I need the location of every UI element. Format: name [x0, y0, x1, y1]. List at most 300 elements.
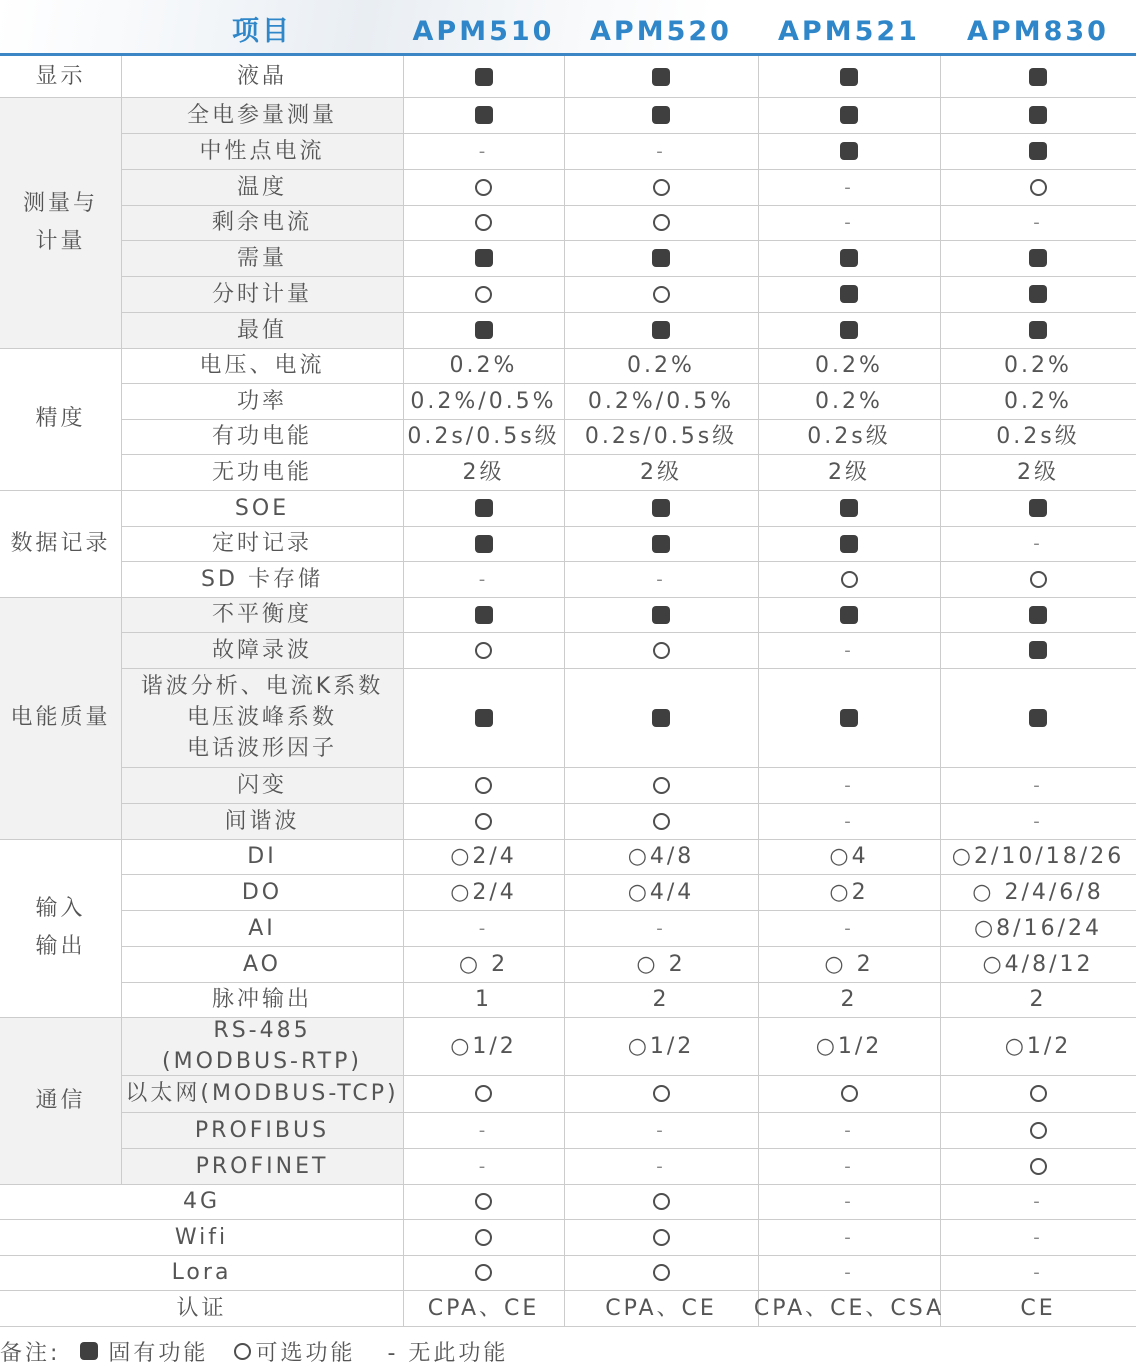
value-text: ○1/2: [627, 1033, 695, 1059]
value-text: 0.2%: [627, 353, 695, 378]
not-available-dash: -: [656, 140, 666, 162]
fixed-function-icon: [1029, 641, 1047, 659]
value-cell: [564, 133, 758, 169]
value-text: ○8/16/24: [973, 915, 1102, 941]
not-available-dash: -: [478, 1155, 489, 1177]
value-cell: [758, 419, 940, 454]
value-text: ○1/2: [815, 1033, 883, 1059]
fixed-function-icon: [475, 321, 493, 339]
value-cell: [940, 803, 1136, 839]
optional-function-icon: [1030, 571, 1047, 588]
value-cell: [403, 205, 564, 240]
feature-label: 4G: [182, 1189, 221, 1214]
not-available-dash: -: [1033, 1191, 1043, 1212]
value-cell: [940, 526, 1136, 561]
value-cell: [564, 348, 758, 383]
value-cell: [403, 1219, 564, 1255]
fixed-function-icon: [840, 249, 858, 267]
value-cell: [758, 383, 940, 419]
optional-function-icon: [841, 571, 858, 588]
value-cell: [758, 133, 940, 169]
not-available-dash: -: [478, 1119, 489, 1141]
value-cell: [564, 874, 758, 910]
value-cell: [758, 240, 940, 276]
feature-label: PROFIBUS: [194, 1117, 330, 1143]
legend-fixed: 固有功能: [108, 1340, 209, 1366]
group-label-text: 测量与 计量: [22, 190, 98, 254]
optional-function-icon: [1030, 179, 1047, 196]
value-text: 2级: [828, 459, 870, 485]
fixed-function-icon: [652, 321, 670, 339]
optional-function-icon: [653, 1193, 670, 1210]
optional-function-icon: [653, 1085, 670, 1102]
value-cell: [564, 205, 758, 240]
value-cell: [564, 803, 758, 839]
feature-label: Wifi: [174, 1224, 229, 1250]
table-row: [0, 874, 1136, 910]
value-cell: [940, 1017, 1136, 1075]
value-cell: [758, 874, 940, 910]
value-cell: [403, 348, 564, 383]
value-cell: [403, 668, 564, 767]
fixed-function-icon: [652, 106, 670, 124]
value-text: 0.2%: [1004, 388, 1072, 414]
optional-function-icon: [1030, 1158, 1047, 1175]
value-cell: [403, 383, 564, 419]
fixed-function-icon: [1029, 709, 1047, 727]
fixed-function-icon: [1029, 606, 1047, 624]
table-row: [0, 1112, 1136, 1148]
not-available-dash: -: [656, 917, 666, 939]
value-text: 0.2s级: [807, 424, 891, 449]
value-cell: [940, 668, 1136, 767]
feature-label: RS-485 (MODBUS-RTP): [162, 1018, 362, 1074]
value-cell: [403, 526, 564, 561]
value-cell: [564, 419, 758, 454]
value-cell: [940, 56, 1136, 97]
value-cell: [940, 1255, 1136, 1290]
optional-function-icon: [475, 813, 492, 830]
optional-function-icon: [475, 214, 492, 231]
value-cell: [564, 632, 758, 668]
legend-optional: 可选功能: [255, 1340, 356, 1366]
value-text: 2级: [640, 459, 682, 485]
value-cell: [940, 1219, 1136, 1255]
table-row: [0, 668, 1136, 767]
value-cell: [403, 1290, 564, 1326]
fixed-function-icon: [652, 535, 670, 553]
fixed-function-icon: [840, 106, 858, 124]
fixed-function-icon: [652, 68, 670, 86]
table-row: [0, 383, 1136, 419]
value-cell: [403, 312, 564, 348]
value-text: 2: [652, 987, 670, 1012]
value-cell: [403, 240, 564, 276]
value-cell: [564, 597, 758, 632]
value-cell: [564, 56, 758, 97]
value-cell: [940, 597, 1136, 632]
value-cell: [564, 1017, 758, 1075]
optional-function-icon: [475, 1264, 492, 1281]
not-available-dash: -: [844, 1226, 854, 1248]
value-text: 0.2%: [449, 353, 518, 378]
feature-label: 谐波分析、电流K系数 电压波峰系数 电话波形因子: [140, 674, 384, 761]
value-cell: [564, 97, 758, 133]
not-available-dash: -: [844, 810, 854, 832]
feature-label: 全电参量测量: [186, 102, 337, 128]
value-cell: [758, 1112, 940, 1148]
value-text: 2: [840, 987, 858, 1012]
value-cell: [758, 946, 940, 982]
feature-label: 认证: [176, 1295, 227, 1321]
optional-function-icon: [653, 214, 670, 231]
feature-label: Lora: [171, 1260, 232, 1285]
feature-label: DO: [241, 879, 283, 905]
value-cell: [564, 839, 758, 874]
feature-label: 以太网(MODBUS-TCP): [125, 1081, 399, 1106]
table-row: [0, 1290, 1136, 1326]
fixed-function-icon: [652, 606, 670, 624]
value-cell: [403, 874, 564, 910]
table-row: [0, 490, 1136, 526]
value-cell: [758, 348, 940, 383]
table-row: [0, 240, 1136, 276]
fixed-function-icon: [1029, 249, 1047, 267]
not-available-dash: -: [1033, 1262, 1043, 1283]
optional-function-icon: [475, 286, 492, 303]
value-cell: [940, 561, 1136, 597]
table-row: [0, 803, 1136, 839]
table-row: [0, 561, 1136, 597]
group-label-text: 输入 输出: [35, 896, 86, 959]
value-cell: [758, 454, 940, 490]
table-row: [0, 1148, 1136, 1184]
value-cell: [403, 490, 564, 526]
value-cell: [758, 205, 940, 240]
feature-label: AO: [243, 951, 281, 977]
fixed-function-icon: [475, 68, 493, 86]
feature-label: 闪变: [236, 772, 287, 798]
value-cell: [758, 632, 940, 668]
header-product: APM520: [590, 16, 732, 47]
value-text: CPA、CE: [605, 1295, 717, 1321]
optional-function-icon: [841, 1085, 858, 1102]
feature-label: 温度: [236, 174, 287, 200]
value-cell: [940, 1148, 1136, 1184]
value-cell: [403, 910, 564, 946]
value-cell: [940, 874, 1136, 910]
value-text: 0.2%/0.5%: [410, 388, 557, 414]
not-available-dash: -: [1033, 212, 1043, 233]
value-text: ○4/4: [627, 879, 695, 905]
value-cell: [758, 1148, 940, 1184]
optional-function-icon: [653, 286, 670, 303]
feature-label: 脉冲输出: [211, 987, 312, 1012]
not-available-dash: -: [844, 212, 854, 233]
value-cell: [403, 1184, 564, 1219]
header-product: APM510: [412, 16, 555, 47]
value-cell: [940, 454, 1136, 490]
fixed-function-icon: [80, 1342, 98, 1360]
value-cell: [940, 1075, 1136, 1112]
feature-label: 故障录波: [211, 637, 312, 663]
table-row: [0, 56, 1136, 97]
fixed-function-icon: [475, 249, 493, 267]
value-cell: [403, 56, 564, 97]
value-text: 1: [475, 987, 492, 1012]
value-cell: [564, 946, 758, 982]
optional-function-icon: [234, 1343, 251, 1360]
value-cell: [564, 1075, 758, 1112]
value-cell: [564, 276, 758, 312]
value-cell: [940, 348, 1136, 383]
value-cell: [564, 1219, 758, 1255]
optional-function-icon: [475, 1229, 492, 1246]
feature-label: SOE: [234, 495, 290, 521]
value-text: 2: [1029, 987, 1047, 1012]
optional-function-icon: [653, 179, 670, 196]
value-cell: [758, 910, 940, 946]
value-text: ○2/4: [450, 844, 517, 869]
value-cell: [564, 383, 758, 419]
fixed-function-icon: [1029, 285, 1047, 303]
fixed-function-icon: [652, 249, 670, 267]
value-cell: [403, 276, 564, 312]
table-row: [0, 526, 1136, 561]
value-cell: [940, 276, 1136, 312]
header-item-label: 项目: [232, 16, 292, 47]
feature-label: 间谐波: [224, 808, 300, 834]
value-text: 0.2%/0.5%: [587, 388, 735, 414]
feature-label: 最值: [236, 317, 287, 343]
value-text: ○4/8/12: [982, 951, 1094, 977]
group-label-text: 显示: [35, 63, 86, 89]
not-available-dash: -: [1033, 774, 1043, 796]
table-row: [0, 97, 1136, 133]
fixed-function-icon: [1029, 321, 1047, 339]
value-cell: [940, 632, 1136, 668]
optional-function-icon: [475, 777, 492, 794]
header-product: APM830: [967, 16, 1109, 47]
fixed-function-icon: [475, 606, 493, 624]
not-available-dash: -: [478, 568, 489, 590]
fixed-function-icon: [840, 321, 858, 339]
not-available-dash: -: [844, 1191, 854, 1212]
value-cell: [564, 526, 758, 561]
value-cell: [758, 982, 940, 1017]
value-text: ○4: [829, 844, 869, 869]
table-row: [0, 1184, 1136, 1219]
value-cell: [758, 1184, 940, 1219]
feature-label: 需量: [236, 245, 287, 271]
value-cell: [564, 490, 758, 526]
value-text: 0.2s级: [996, 424, 1080, 449]
group-label-text: 数据记录: [10, 530, 111, 556]
value-cell: [564, 668, 758, 767]
value-text: ○4/8: [627, 844, 695, 869]
value-cell: [940, 419, 1136, 454]
value-cell: [564, 910, 758, 946]
value-cell: [758, 668, 940, 767]
value-cell: [564, 1255, 758, 1290]
value-cell: [403, 767, 564, 803]
value-cell: [564, 982, 758, 1017]
table-row: [0, 205, 1136, 240]
value-cell: [940, 169, 1136, 205]
value-cell: [758, 526, 940, 561]
legend-none: - 无此功能: [387, 1340, 509, 1366]
fixed-function-icon: [1029, 142, 1047, 160]
fixed-function-icon: [840, 142, 858, 160]
value-text: 2级: [1017, 459, 1059, 485]
not-available-dash: -: [478, 917, 489, 939]
value-cell: [940, 767, 1136, 803]
table-row: [0, 1219, 1136, 1255]
fixed-function-icon: [1029, 106, 1047, 124]
value-cell: [564, 454, 758, 490]
feature-label: 中性点电流: [199, 138, 325, 164]
value-cell: [940, 312, 1136, 348]
value-cell: [403, 632, 564, 668]
fixed-function-icon: [475, 106, 493, 124]
fixed-function-icon: [840, 709, 858, 727]
value-text: ○2/10/18/26: [951, 844, 1125, 869]
table-row: [0, 348, 1136, 383]
value-cell: [940, 839, 1136, 874]
value-text: 0.2%: [1004, 353, 1072, 378]
value-cell: [564, 240, 758, 276]
fixed-function-icon: [1029, 68, 1047, 86]
feature-label: 分时计量: [211, 281, 312, 307]
value-text: 0.2s/0.5s级: [584, 424, 738, 449]
value-text: ○1/2: [450, 1033, 517, 1059]
optional-function-icon: [1030, 1085, 1047, 1102]
value-cell: [403, 1017, 564, 1075]
value-text: 0.2%: [815, 353, 883, 378]
row-divider: [0, 1326, 1136, 1327]
value-cell: [940, 1184, 1136, 1219]
optional-function-icon: [653, 642, 670, 659]
not-available-dash: -: [844, 176, 854, 198]
table-row: [0, 419, 1136, 454]
not-available-dash: -: [1033, 810, 1043, 832]
value-cell: [758, 839, 940, 874]
table-row: [0, 312, 1136, 348]
group-label-text: 电能质量: [10, 705, 111, 730]
optional-function-icon: [653, 1229, 670, 1246]
value-cell: [758, 1017, 940, 1075]
value-cell: [403, 97, 564, 133]
value-cell: [758, 767, 940, 803]
legend-prefix: 备注:: [0, 1340, 61, 1366]
value-text: ○ 2: [824, 951, 874, 977]
value-cell: [940, 205, 1136, 240]
table-row: [0, 982, 1136, 1017]
fixed-function-icon: [1029, 499, 1047, 517]
table-row: [0, 1075, 1136, 1112]
value-cell: [758, 597, 940, 632]
feature-label: PROFINET: [195, 1153, 329, 1179]
fixed-function-icon: [475, 709, 493, 727]
fixed-function-icon: [840, 499, 858, 517]
optional-function-icon: [475, 1085, 492, 1102]
value-cell: [403, 169, 564, 205]
not-available-dash: -: [844, 1155, 854, 1177]
table-row: [0, 1255, 1136, 1290]
value-cell: [753, 1290, 945, 1326]
feature-label: 剩余电流: [211, 210, 312, 235]
feature-label: DI: [247, 844, 277, 869]
table-row: [0, 839, 1136, 874]
value-cell: [758, 1255, 940, 1290]
value-cell: [564, 1112, 758, 1148]
value-cell: [403, 1075, 564, 1112]
not-available-dash: -: [1033, 1226, 1043, 1248]
feature-label: 不平衡度: [211, 602, 312, 627]
not-available-dash: -: [656, 1119, 666, 1141]
feature-label: 液晶: [236, 64, 287, 89]
value-cell: [758, 1075, 940, 1112]
feature-label: 定时记录: [211, 531, 312, 556]
optional-function-icon: [1030, 1122, 1047, 1139]
feature-label: 无功电能: [211, 459, 312, 485]
value-cell: [403, 1112, 564, 1148]
not-available-dash: -: [656, 568, 666, 590]
value-cell: [403, 561, 564, 597]
value-text: ○ 2: [636, 951, 686, 977]
table-row: [0, 910, 1136, 946]
value-text: 0.2%: [815, 388, 883, 414]
value-cell: [403, 597, 564, 632]
value-text: CE: [1020, 1295, 1056, 1321]
not-available-dash: -: [844, 1262, 854, 1283]
value-cell: [940, 946, 1136, 982]
value-cell: [564, 1148, 758, 1184]
optional-function-icon: [653, 777, 670, 794]
header-product: APM521: [778, 16, 920, 47]
value-cell: [940, 133, 1136, 169]
table-row: [0, 276, 1136, 312]
value-cell: [940, 490, 1136, 526]
feature-label: 电压、电流: [199, 353, 325, 378]
value-cell: [758, 97, 940, 133]
value-text: CPA、CE: [427, 1295, 540, 1321]
value-cell: [564, 1290, 758, 1326]
feature-label: AI: [248, 915, 276, 941]
table-row: [0, 767, 1136, 803]
value-cell: [940, 240, 1136, 276]
feature-label: 有功电能: [211, 424, 312, 449]
value-cell: [564, 312, 758, 348]
value-cell: [758, 312, 940, 348]
value-cell: [564, 169, 758, 205]
value-cell: [403, 982, 564, 1017]
fixed-function-icon: [840, 606, 858, 624]
optional-function-icon: [475, 179, 492, 196]
group-label-text: 精度: [35, 406, 86, 431]
value-cell: [403, 454, 564, 490]
table-row: [0, 946, 1136, 982]
not-available-dash: -: [656, 1155, 666, 1177]
table-row: [0, 169, 1136, 205]
not-available-dash: -: [478, 140, 489, 162]
fixed-function-icon: [840, 285, 858, 303]
value-cell: [758, 276, 940, 312]
value-cell: [564, 561, 758, 597]
value-cell: [758, 56, 940, 97]
value-cell: [564, 767, 758, 803]
value-cell: [403, 946, 564, 982]
